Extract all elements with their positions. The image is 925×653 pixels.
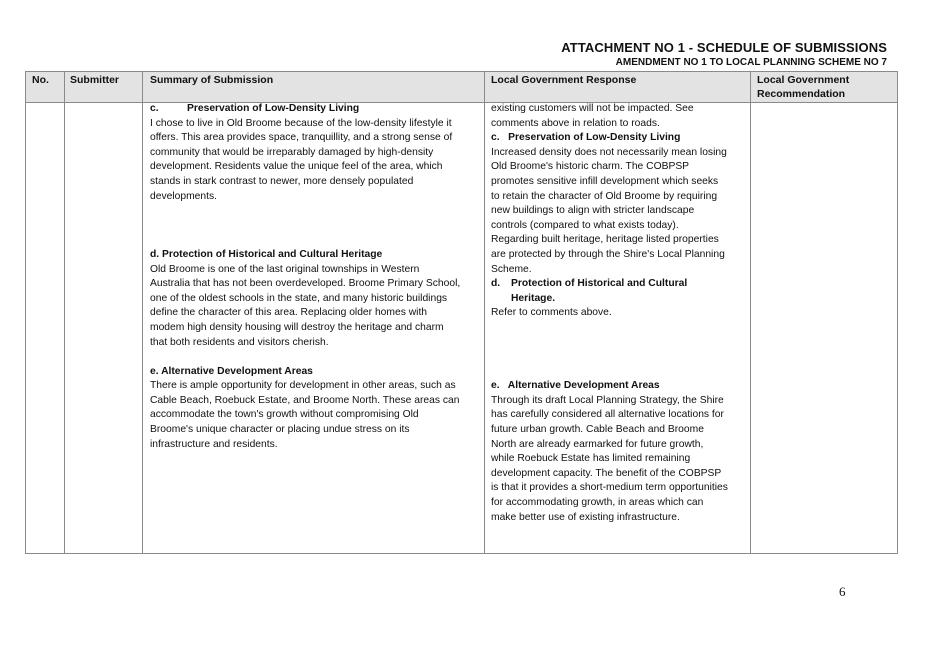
column-header-response: Local Government Response bbox=[491, 74, 637, 86]
column-divider bbox=[64, 72, 65, 553]
page-number: 6 bbox=[839, 584, 846, 599]
response-heading-c: c. Preservation of Low-Density Living bbox=[491, 132, 681, 144]
column-header-summary: Summary of Submission bbox=[150, 74, 274, 86]
submissions-table bbox=[25, 71, 898, 554]
response-cell: existing customers will not be impacted. See comments above in relation to roads. c. Preservation of Low-Density Living Increased density does not necessarily mean losing Old Broome's historic charm. The COBPSP promotes sensitive infill development which seeks to retain the character of Old Broome by requiring new buildings to align with stricter landscape controls (compared to what exists today). Regarding built heritage, heritage listed properties are protected by through the Shire's Local Planning Scheme. d. Protection of Historical and Cultural Heritage. Refer to comments above. e. Alternative Development Areas Through its draft Local Planning Strategy, the Shire has carefully considered all alternative locations for future urban growth. Cable Beach and Broome North are already earmarked for future growth, while Roebuck Estate has limited remaining development capacity. The benefit of the COBPSP is that it provides a short-medium term opportunities for accommodating growth, in areas which can make better use of existing infrastructure. bbox=[491, 102, 747, 525]
column-divider bbox=[142, 72, 143, 553]
response-heading-d: d. Protection of Historical and Cultural bbox=[491, 278, 688, 290]
summary-heading-c: c. Preservation of Low-Density Living bbox=[150, 103, 360, 114]
document-subtitle: AMENDMENT NO 1 TO LOCAL PLANNING SCHEME NO 7 bbox=[615, 57, 887, 68]
document-title: ATTACHMENT NO 1 - SCHEDULE OF SUBMISSIONS bbox=[561, 40, 887, 55]
summary-cell: c. Preservation of Low-Density Living I chose to live in Old Broome because of the low-density lifestyle it offers. This area provides space, tranquillity, and a strong sense of community that would be irreparably damaged by high-density development. Residents value the unique feel of the area, which stands in stark contrast to newer, more densely populated developments. d. Protection of Historical and Cultural Heritage Old Broome is one of the last original townships in Western Australia that has not been overdeveloped. Broome Primary School, one of the oldest schools in the state, and many historic buildings define the character of this area. Replacing older homes with modem high density housing will destroy the heritage and charm that both residents and visitors cherish. e. Alternative Development Areas There is ample opportunity for development in other areas, such as Cable Beach, Roebuck Estate, and Broome North. These areas can accommodate the town's growth without compromising Old Broome's unique character or placing undue stress on its infrastructure and residents. bbox=[150, 102, 480, 452]
summary-heading-d: d. Protection of Historical and Cultural Heritage bbox=[150, 248, 383, 260]
column-header-submitter: Submitter bbox=[70, 74, 120, 86]
column-header-no: No. bbox=[32, 74, 49, 86]
column-header-recommendation: Local Government Recommendation bbox=[757, 74, 850, 100]
summary-heading-e: e. Alternative Development Areas bbox=[150, 365, 313, 377]
column-divider bbox=[484, 72, 485, 553]
column-divider bbox=[750, 72, 751, 553]
response-heading-e: e. Alternative Development Areas bbox=[491, 380, 660, 392]
